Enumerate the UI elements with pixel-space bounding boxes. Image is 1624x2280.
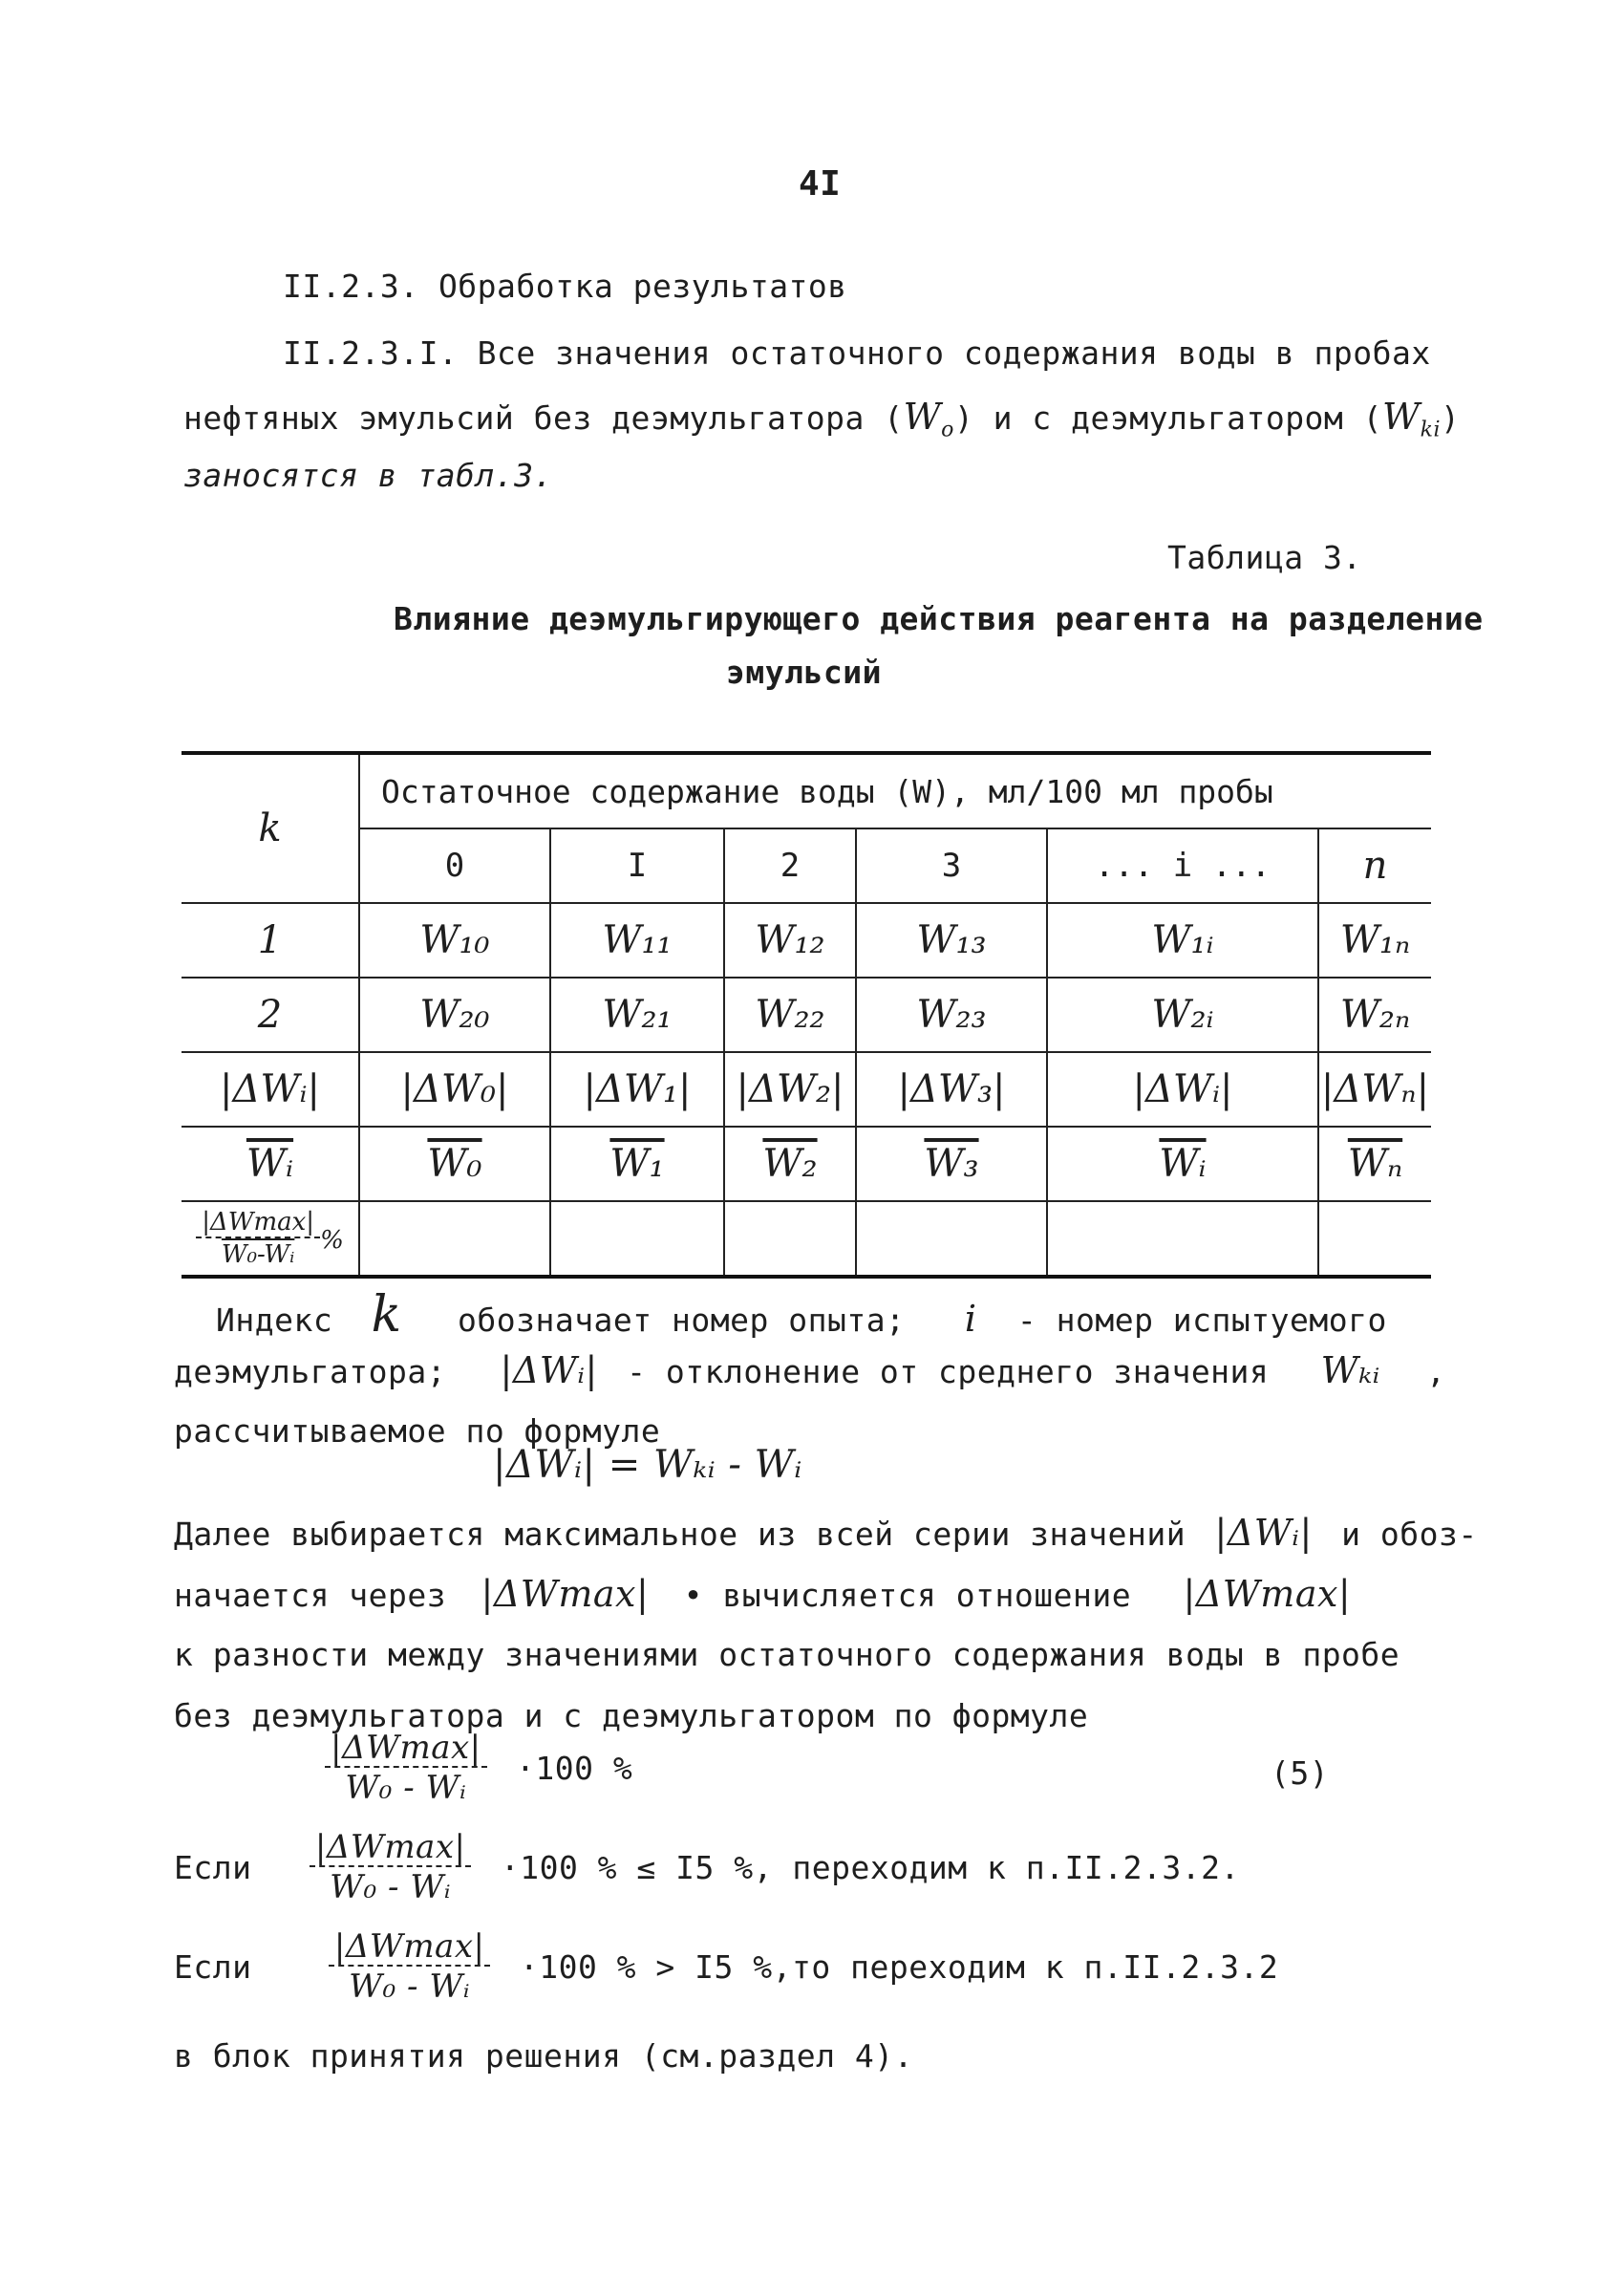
table-row [182, 1052, 1431, 1127]
table-cell: |ΔWᵢ| [1047, 1052, 1318, 1127]
table-row [182, 1201, 1431, 1277]
table-cell: W₂ᵢ [1047, 978, 1318, 1052]
para2-line2: начается через |ΔWmax| • вычисляется отношение |ΔWmax| [174, 1573, 1352, 1615]
table-row [182, 903, 1431, 978]
table-cell: W₂ₙ [1318, 978, 1431, 1052]
table-cell: |ΔW₂| [724, 1052, 856, 1127]
condition-1: Если $\frac{|\Delta Wmax|}{\text{W₀ - Wᵢ}}$ ·100 % ≤ I5 %, переходим к п.II.2.3.2. [174, 1828, 1240, 1906]
wki-symbol: $W_{ki}$ [1382, 396, 1441, 442]
table-cell: W₁ [550, 1127, 724, 1201]
table-title-line2: эмульсий [726, 654, 882, 691]
table-cell: |ΔW₃| [856, 1052, 1047, 1127]
table-cell: |ΔWₙ| [1318, 1052, 1431, 1127]
w0-symbol: $W_o$ [903, 396, 954, 442]
column-header: 2 [724, 828, 856, 903]
formula-5: $\frac{|\Delta Wmax|}{\text{W₀ - Wᵢ}}$ ·100 % [325, 1732, 632, 1804]
table-cell [1318, 1201, 1431, 1277]
table-cell: W₀ [359, 1127, 550, 1201]
table-cell: $\overline{W_n}$ [1318, 1127, 1431, 1201]
para1-line2 [183, 396, 1460, 442]
table-column-row [182, 828, 1431, 903]
section-heading: II.2.3. Обработка результатов [283, 268, 847, 305]
row-label-ratio: $\frac{|\Delta Wmax|}{\text{W₀-Wᵢ}}$ % [182, 1201, 359, 1277]
table-cell: W₁ᵢ [1047, 903, 1318, 978]
para2-line4: без деэмульгатора и с деэмульгатором по формуле [174, 1697, 1089, 1734]
table-cell [856, 1201, 1047, 1277]
para1-line2-text-a: нефтяных эмульсий без деэмульгатора ( [183, 399, 904, 437]
table-corner-k: k [182, 753, 359, 903]
table-cell [724, 1201, 856, 1277]
table-cell: W₂₁ [550, 978, 724, 1052]
table-cell: $\overline{Wᵢ}$ [1047, 1127, 1318, 1201]
row-label: $\overline{Wᵢ}$ [182, 1127, 359, 1201]
note-line1: Индекс k обозначает номер опыта; i - номер испытуемого [216, 1286, 1387, 1344]
column-header: I [550, 828, 724, 903]
column-header: ... i ... [1047, 828, 1318, 903]
table-header-row [182, 753, 1431, 828]
table-cell: W₁₀ [359, 903, 550, 978]
table-cell [550, 1201, 724, 1277]
table-row [182, 1127, 1431, 1201]
column-header: 0 [359, 828, 550, 903]
table-row [182, 978, 1431, 1052]
table-cell: |ΔW₀| [359, 1052, 550, 1127]
table-label: Таблица 3. [1167, 539, 1362, 576]
condition-2-fraction: $\frac{|\Delta Wmax|}{\text{W₀ - Wᵢ}}$ [329, 1930, 491, 2003]
para1-line2-text-b: ) и с деэмульгатором ( [953, 399, 1383, 437]
table-cell [359, 1201, 550, 1277]
row-label: 1 [182, 903, 359, 978]
closing-line: в блок принятия решения (см.раздел 4). [174, 2037, 913, 2075]
column-header: n [1318, 828, 1431, 903]
table-cell: W₁ₙ [1318, 903, 1431, 978]
row-label: 2 [182, 978, 359, 1052]
table-cell [1047, 1201, 1318, 1277]
table-cell: W₃ [856, 1127, 1047, 1201]
ratio-fraction: $\frac{|\Delta Wmax|}{\text{W₀-Wᵢ}}$ [196, 1210, 320, 1267]
condition-1-fraction: $\frac{|\Delta Wmax|}{\text{W₀ - Wᵢ}}$ [310, 1831, 472, 1904]
table-cell: W₁₂ [724, 903, 856, 978]
table-group-header: Остаточное содержание воды (W), мл/100 мл пробы [359, 753, 1431, 828]
table-cell: W₂₂ [724, 978, 856, 1052]
table-cell: W₁₁ [550, 903, 724, 978]
table-cell: W₂₃ [856, 978, 1047, 1052]
note-line3: рассчитываемое по формуле [174, 1412, 661, 1450]
para1-line2-text-c: ) [1441, 399, 1461, 437]
para2-line1: Далее выбирается максимальное из всей серии значений |ΔWᵢ| и обоз- [174, 1512, 1478, 1554]
table-cell: |ΔW₁| [550, 1052, 724, 1127]
table-cell: W₂ [724, 1127, 856, 1201]
para1-line1: II.2.3.I. Все значения остаточного содержания воды в пробах [283, 334, 1431, 372]
para1-line3: заносятся в табл.3. [183, 457, 553, 494]
page-number: 4I [799, 164, 842, 204]
results-table [182, 751, 1431, 1279]
column-header: 3 [856, 828, 1047, 903]
table-cell: W₂₀ [359, 978, 550, 1052]
table-cell: W₁₃ [856, 903, 1047, 978]
deviation-formula: |ΔWᵢ| = Wₖᵢ - Wᵢ [493, 1443, 802, 1487]
formula-5-number: (5) [1271, 1754, 1330, 1792]
formula-5-fraction: $\frac{|\Delta Wmax|}{\text{W₀ - Wᵢ}}$ [325, 1732, 487, 1804]
condition-2: Если $\frac{|\Delta Wmax|}{\text{W₀ - Wᵢ}}$ ·100 % > I5 %,то переходим к п.II.2.3.2 [174, 1927, 1279, 2006]
table-title-line1: Влияние деэмульгирующего действия реагента на разделение [394, 600, 1484, 637]
row-label: |ΔWᵢ| [182, 1052, 359, 1127]
para2-line3: к разности между значениями остаточного содержания воды в пробе [174, 1636, 1400, 1673]
note-line2: деэмульгатора; |ΔWᵢ| - отклонение от среднего значения Wₖᵢ , [174, 1349, 1446, 1391]
